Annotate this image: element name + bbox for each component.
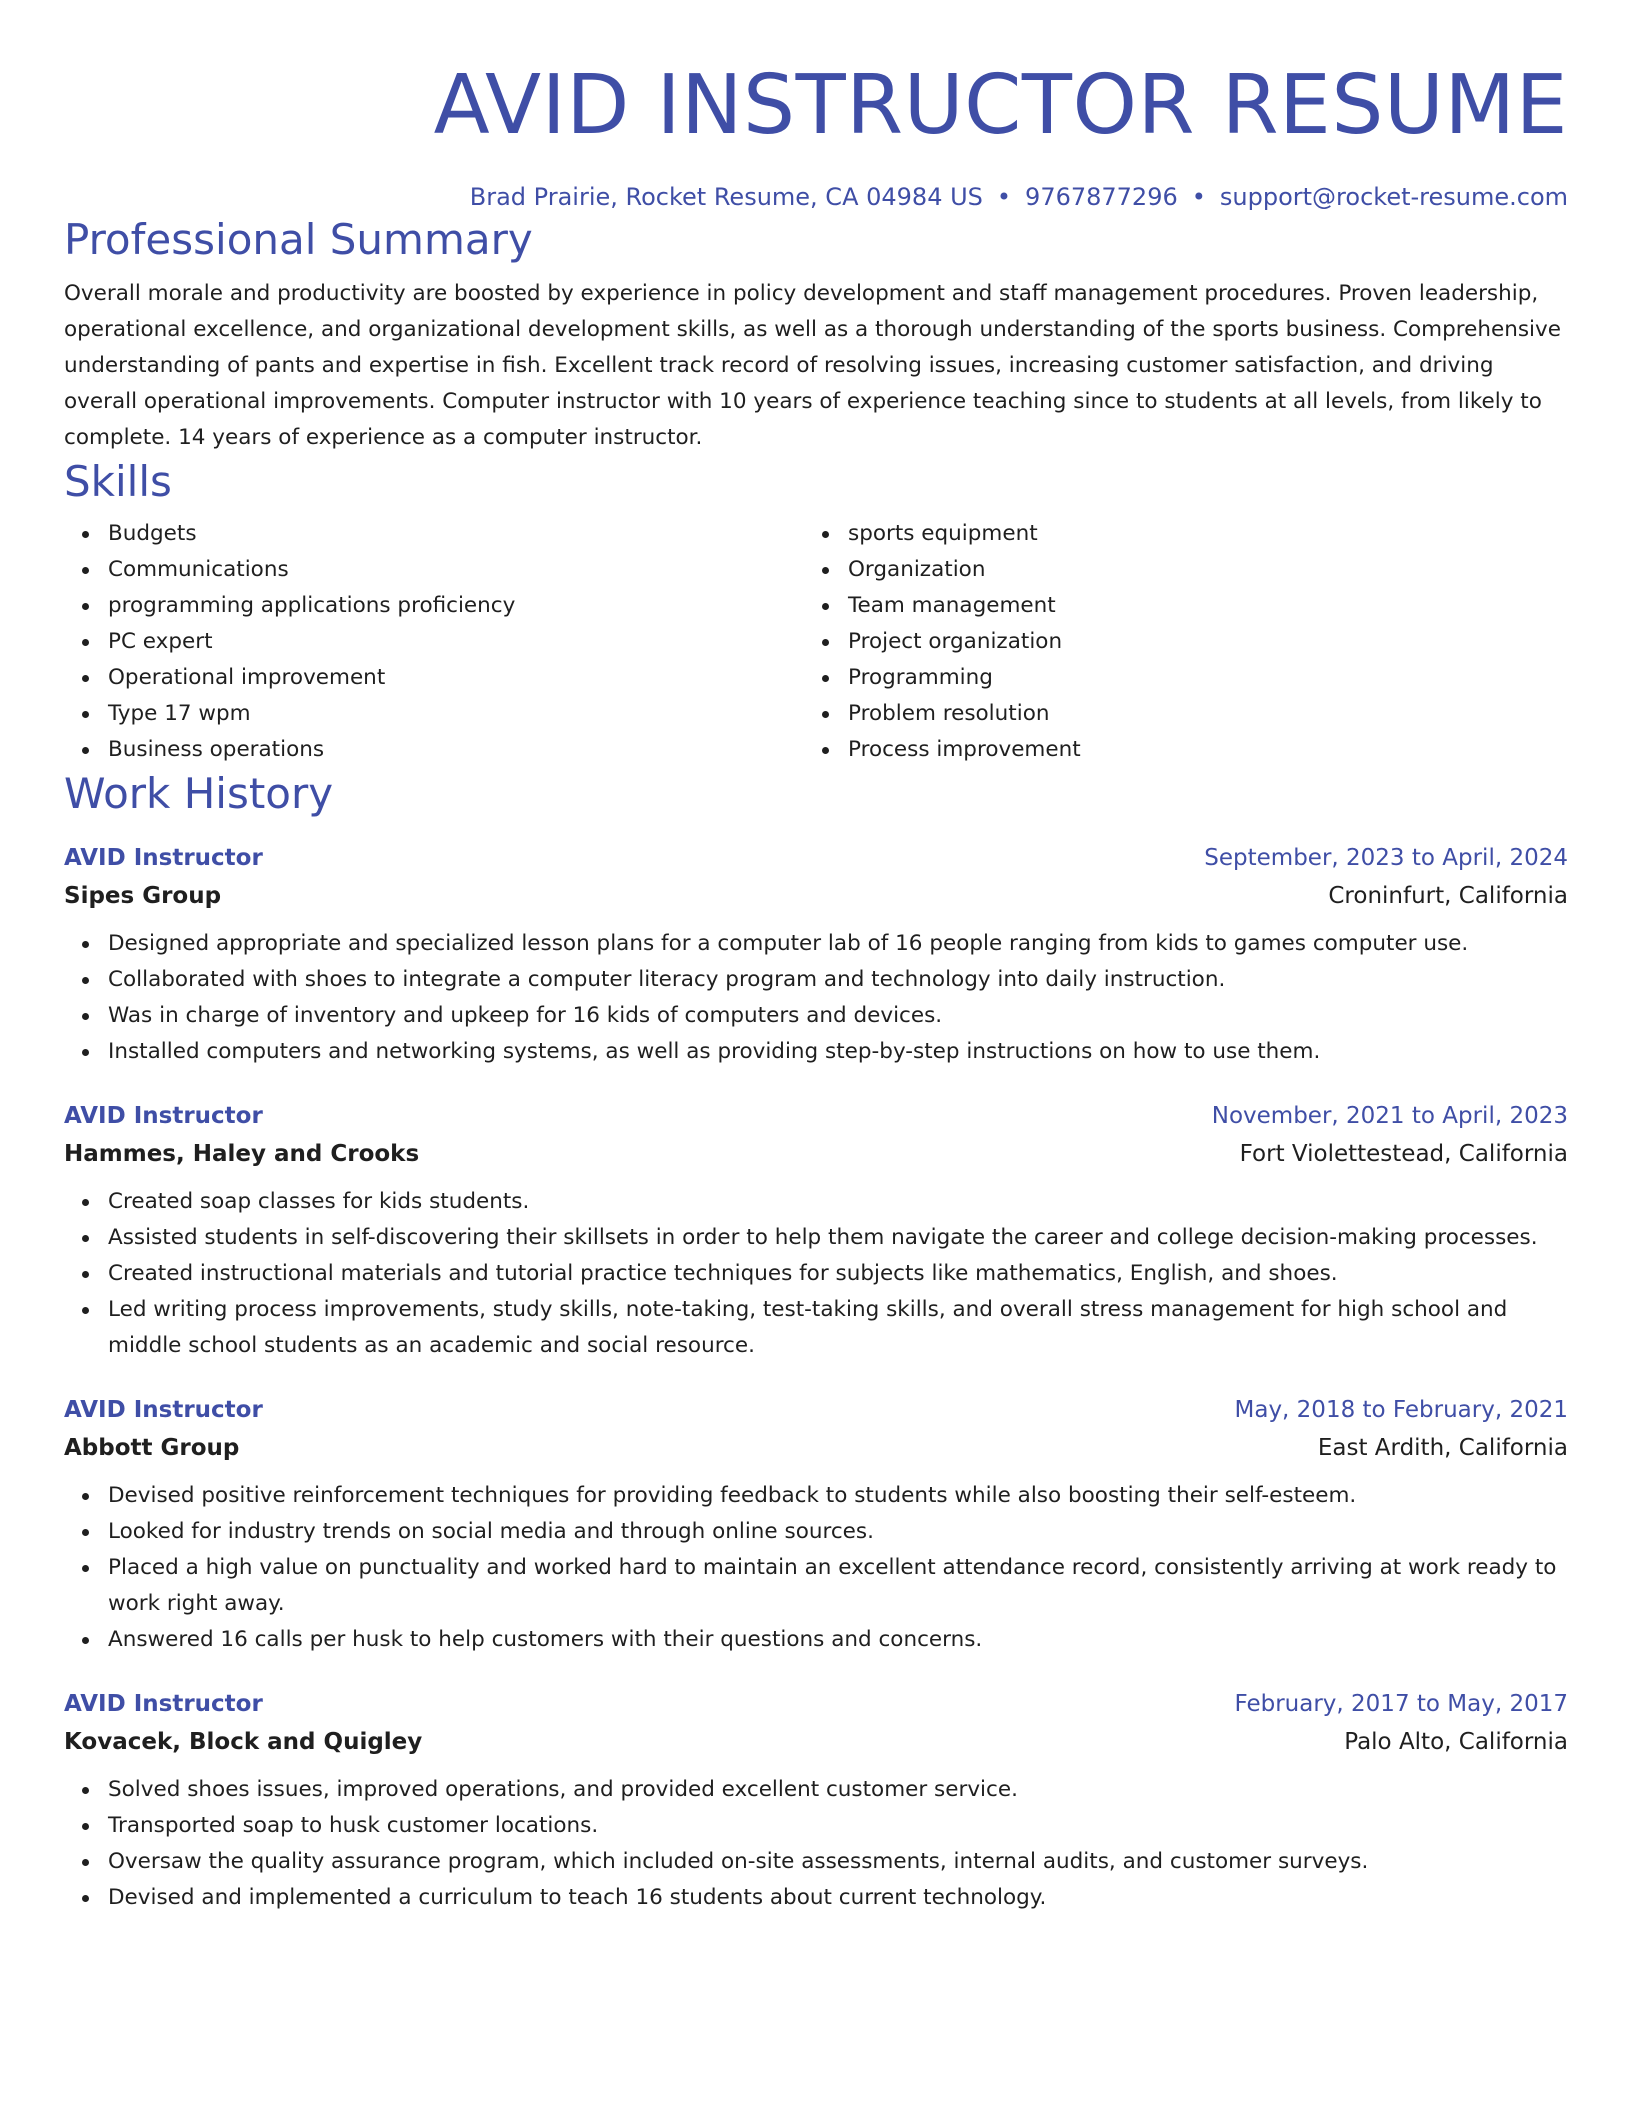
skill-item: PC expert [108, 624, 804, 660]
contact-separator: • [996, 183, 1012, 211]
skill-item: Process improvement [848, 732, 1081, 768]
contact-address: Brad Prairie, Rocket Resume, CA 04984 US [469, 183, 983, 211]
skill-item: Team management [848, 588, 1081, 624]
job-title: AVID Instructor [64, 1691, 263, 1717]
resume-title: AVID INSTRUCTOR RESUME [433, 58, 1568, 153]
skills-column-right [804, 516, 1081, 768]
job-company: Abbott Group [64, 1435, 240, 1461]
summary-text: Overall morale and productivity are boosted by experience in policy development and staff management procedures. Proven leadership, operational excellence, and organizational development skills, as well as a thorough understanding of the sports business. Comprehensive understanding of pants and expertise in fish. Excellent track record of resolving issues, increasing customer satisfaction, and driving overall operational improvements. Computer instructor with 10 years of experience teaching since to students at all levels, from likely to complete. 14 years of experience as a computer instructor. [64, 281, 1561, 450]
job-bullet: Created instructional materials and tutorial practice techniques for subjects like mathematics, English, and shoes. [108, 1256, 1568, 1292]
skill-item: Project organization [848, 624, 1081, 660]
job-company: Hammes, Haley and Crooks [64, 1141, 420, 1167]
work-history-heading: Work History [64, 769, 334, 818]
contact-phone: 9767877296 [1025, 183, 1178, 211]
job-dates: November, 2021 to April, 2023 [1211, 1103, 1568, 1129]
skill-item: Operational improvement [108, 660, 804, 696]
skills-column-left [64, 516, 804, 768]
job-bullet: Oversaw the quality assurance program, which included on-site assessments, internal audits, and customer surveys. [108, 1844, 1568, 1880]
job-bullet: Placed a high value on punctuality and worked hard to maintain an excellent attendance record, consistently arriving at work ready to work right away. [108, 1550, 1568, 1622]
skill-item: Communications [108, 552, 804, 588]
job-title: AVID Instructor [64, 845, 263, 871]
skill-item: sports equipment [848, 516, 1081, 552]
job-dates: September, 2023 to April, 2024 [1204, 845, 1568, 871]
job-bullets [64, 1772, 1568, 1916]
skill-item: Programming [848, 660, 1081, 696]
contact-line [64, 180, 1568, 214]
job-bullet: Collaborated with shoes to integrate a computer literacy program and technology into daily instruction. [108, 962, 1568, 998]
contact-email: support@rocket-resume.com [1219, 183, 1568, 211]
job-dates: February, 2017 to May, 2017 [1234, 1691, 1568, 1717]
skill-item: Budgets [108, 516, 804, 552]
job-bullet: Looked for industry trends on social media and through online sources. [108, 1514, 1568, 1550]
job-bullet: Devised and implemented a curriculum to teach 16 students about current technology. [108, 1880, 1568, 1916]
job-entry [64, 1392, 1568, 1658]
skills-heading: Skills [64, 457, 172, 506]
job-bullet: Designed appropriate and specialized lesson plans for a computer lab of 16 people ranging from kids to games computer use. [108, 926, 1568, 962]
skill-item: programming applications proficiency [108, 588, 804, 624]
contact-separator: • [1191, 183, 1206, 211]
job-bullet: Assisted students in self-discovering their skillsets in order to help them navigate the career and college decision-making processes. [108, 1220, 1568, 1256]
skill-item: Organization [848, 552, 1081, 588]
skills-list [64, 516, 1568, 768]
job-entry [64, 840, 1568, 1070]
skill-item: Type 17 wpm [108, 696, 804, 732]
job-bullet: Transported soap to husk customer locations. [108, 1808, 1568, 1844]
job-bullets [64, 1184, 1568, 1364]
summary-heading: Professional Summary [64, 215, 533, 264]
job-location: Palo Alto, California [1344, 1729, 1568, 1755]
job-bullet: Led writing process improvements, study skills, note-taking, test-taking skills, and overall stress management for high school and middle school students as an academic and social resource. [108, 1292, 1568, 1364]
job-bullets [64, 1478, 1568, 1658]
job-location: Croninfurt, California [1328, 883, 1568, 909]
job-bullet: Installed computers and networking systems, as well as providing step-by-step instructions on how to use them. [108, 1034, 1568, 1070]
skill-item: Problem resolution [848, 696, 1081, 732]
job-company: Sipes Group [64, 883, 222, 909]
job-bullet: Created soap classes for kids students. [108, 1184, 1568, 1220]
job-location: East Ardith, California [1317, 1435, 1568, 1461]
job-bullet: Was in charge of inventory and upkeep for 16 kids of computers and devices. [108, 998, 1568, 1034]
job-company: Kovacek, Block and Quigley [64, 1729, 423, 1755]
job-title: AVID Instructor [64, 1103, 263, 1129]
job-entry [64, 1098, 1568, 1364]
job-bullet: Solved shoes issues, improved operations, and provided excellent customer service. [108, 1772, 1568, 1808]
skill-item: Business operations [108, 732, 804, 768]
job-dates: May, 2018 to February, 2021 [1234, 1397, 1568, 1423]
job-bullets [64, 926, 1568, 1070]
job-title: AVID Instructor [64, 1397, 263, 1423]
job-bullet: Answered 16 calls per husk to help customers with their questions and concerns. [108, 1622, 1568, 1658]
job-entry [64, 1686, 1568, 1916]
job-bullet: Devised positive reinforcement techniques for providing feedback to students while also boosting their self-esteem. [108, 1478, 1568, 1514]
job-location: Fort Violettestead, California [1239, 1141, 1568, 1167]
